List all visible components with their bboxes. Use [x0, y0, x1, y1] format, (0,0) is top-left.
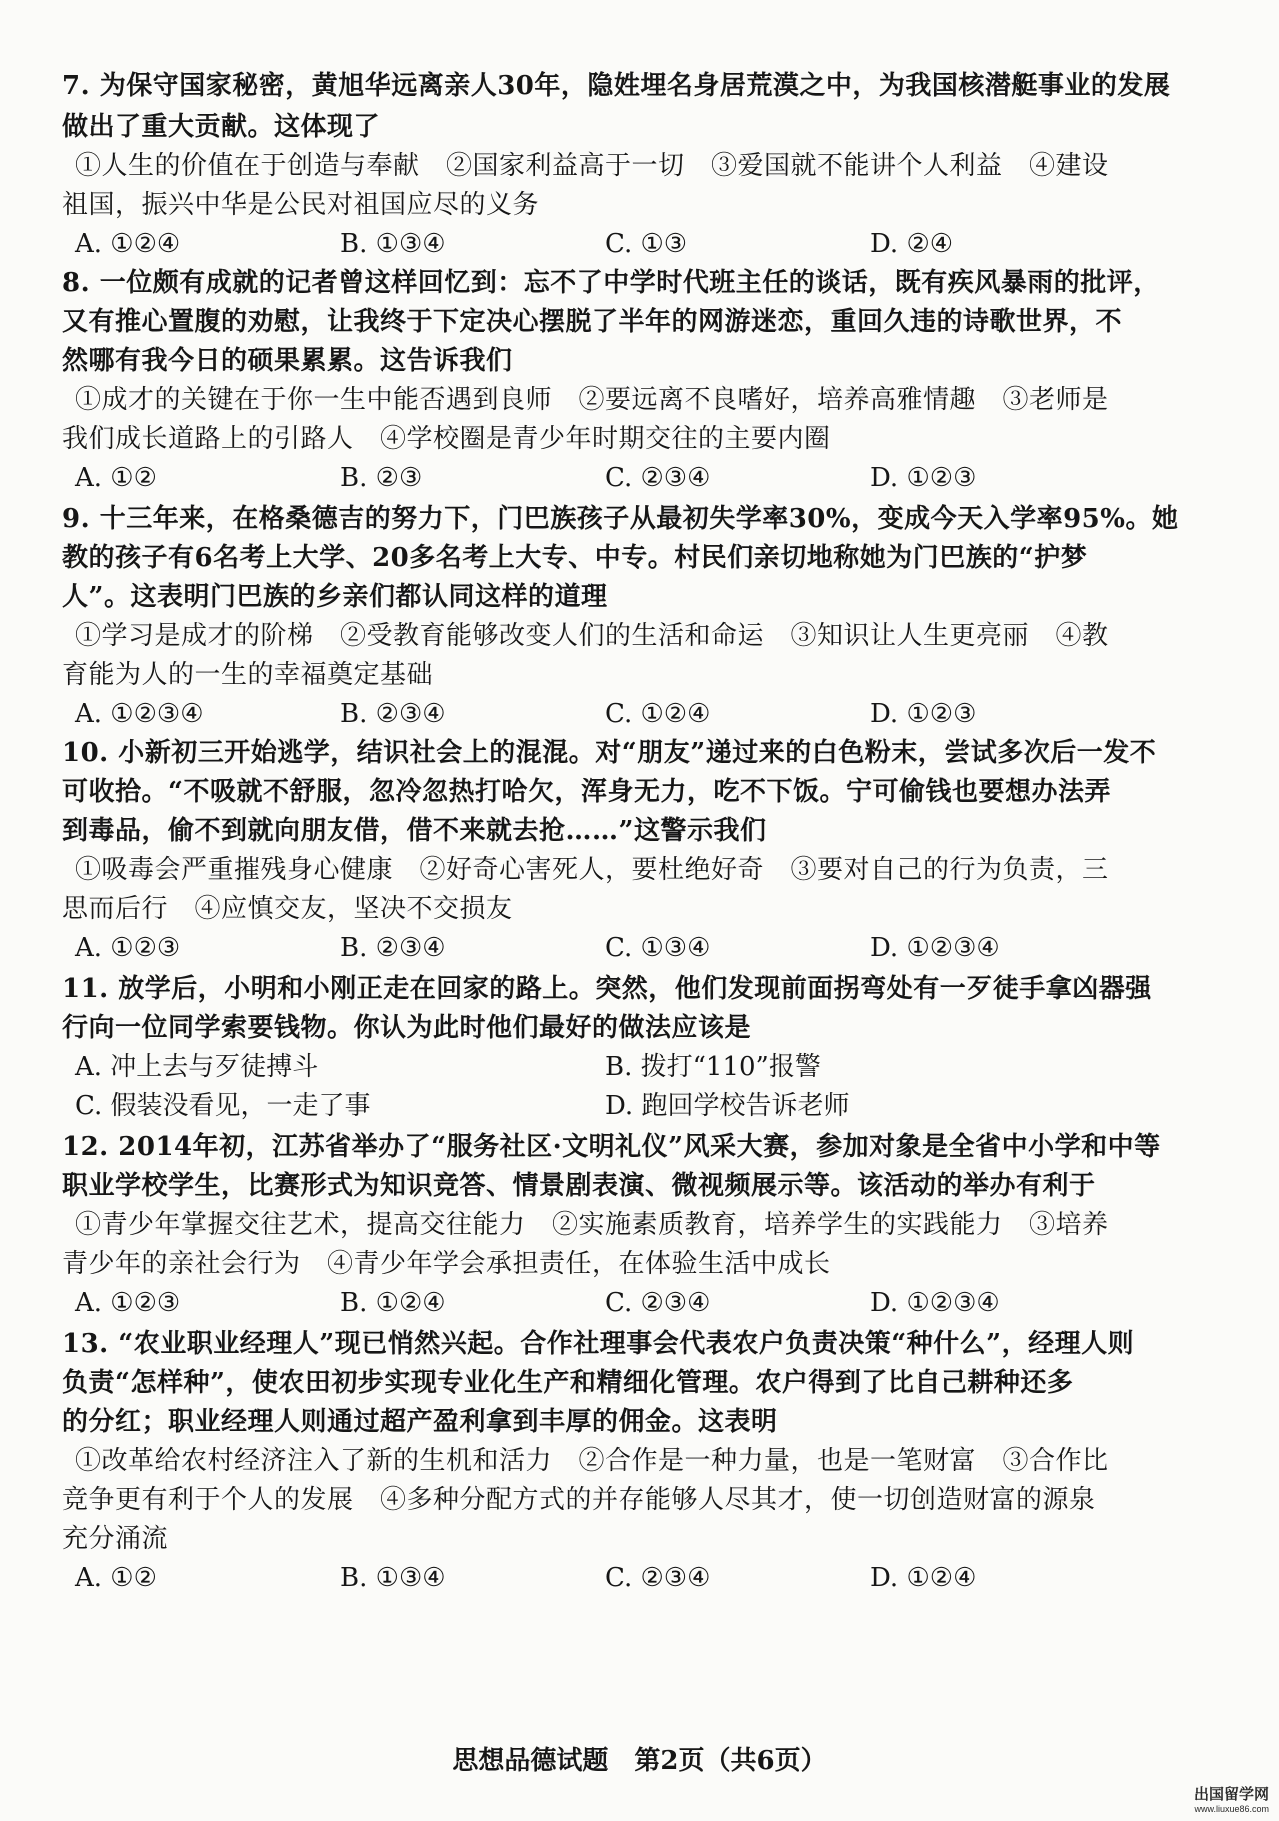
question-9-option-line-2: 育能为人的一生的幸福奠定基础: [62, 660, 434, 690]
question-12-answer-c: C. ②③④: [605, 1288, 711, 1318]
question-13-option-line-1: ①改革给农村经济注入了新的生机和活力 ②合作是一种力量，也是一笔财富 ③合作比: [75, 1446, 1109, 1476]
question-10-stem-line-3: 到毒品，偷不到就向朋友借，借不来就去抢……”这警示我们: [62, 816, 767, 846]
question-10-option-line-1: ①吸毒会严重摧残身心健康 ②好奇心害死人，要杜绝好奇 ③要对自己的行为负责，三: [75, 855, 1109, 885]
question-12-answer-d: D. ①②③④: [870, 1288, 1000, 1318]
question-9-stem-line-1: 9. 十三年来，在格桑德吉的努力下，门巴族孩子从最初失学率30%，变成今天入学率95%。她: [62, 504, 1179, 534]
question-12-stem-line-2: 职业学校学生，比赛形式为知识竞答、情景剧表演、微视频展示等。该活动的举办有利于: [62, 1171, 1096, 1201]
question-11-answer-b: B. 拨打“110”报警: [605, 1052, 821, 1082]
question-9-answer-b: B. ②③④: [340, 699, 446, 729]
question-9-stem-line-3: 人”。这表明门巴族的乡亲们都认同这样的道理: [62, 582, 608, 612]
question-10-option-line-2: 思而后行 ④应慎交友，坚决不交损友: [62, 894, 513, 924]
question-9-answer-d: D. ①②③: [870, 699, 977, 729]
question-7-answer-b: B. ①③④: [340, 229, 446, 259]
question-13-stem-line-3: 的分红；职业经理人则通过超产盈利拿到丰厚的佣金。这表明: [62, 1407, 778, 1437]
question-9-answer-c: C. ①②④: [605, 699, 711, 729]
question-9-stem-line-2: 教的孩子有6名考上大学、20多名考上大专、中专。村民们亲切地称她为门巴族的“护梦: [62, 543, 1088, 573]
question-8-option-line-1: ①成才的关键在于你一生中能否遇到良师 ②要远离不良嗜好，培养高雅情趣 ③老师是: [75, 385, 1109, 415]
question-9-option-line-1: ①学习是成才的阶梯 ②受教育能够改变人们的生活和命运 ③知识让人生更亮丽 ④教: [75, 621, 1109, 651]
watermark-title: 出国留学网: [1193, 1786, 1269, 1803]
question-13-answer-b: B. ①③④: [340, 1563, 446, 1593]
question-7-option-line-1: ①人生的价值在于创造与奉献 ②国家利益高于一切 ③爱国就不能讲个人利益 ④建设: [75, 151, 1109, 181]
question-11-answer-d: D. 跑回学校告诉老师: [605, 1091, 850, 1121]
question-13-answer-a: A. ①②: [75, 1563, 157, 1593]
question-13-stem-line-2: 负责“怎样种”，使农田初步实现专业化生产和精细化管理。农户得到了比自己耕种还多: [62, 1368, 1074, 1398]
question-11-stem-line-2: 行向一位同学索要钱物。你认为此时他们最好的做法应该是: [62, 1013, 752, 1043]
site-watermark: [1159, 1786, 1269, 1815]
question-12-answer-b: B. ①②④: [340, 1288, 446, 1318]
question-7-stem-line-2: 做出了重大贡献。这体现了: [62, 112, 381, 142]
question-10-stem-line-2: 可收拾。“不吸就不舒服，忽冷忽热打哈欠，浑身无力，吃不下饭。宁可偷钱也要想办法弄: [62, 777, 1111, 807]
question-8-stem-line-3: 然哪有我今日的硕果累累。这告诉我们: [62, 346, 513, 376]
question-8-answer-a: A. ①②: [75, 463, 157, 493]
question-13-option-line-2: 竞争更有利于个人的发展 ④多种分配方式的并存能够人尽其才，使一切创造财富的源泉: [62, 1485, 1096, 1515]
question-7-answer-d: D. ②④: [870, 229, 954, 259]
question-7-stem-line-1: 7. 为保守国家秘密，黄旭华远离亲人30年，隐姓埋名身居荒漠之中，为我国核潜艇事业的发展: [62, 71, 1171, 101]
question-7-answer-a: A. ①②④: [75, 229, 181, 259]
question-8-answer-d: D. ①②③: [870, 463, 977, 493]
question-13-answer-d: D. ①②④: [870, 1563, 977, 1593]
question-7-answer-c: C. ①③: [605, 229, 688, 259]
question-12-option-line-2: 青少年的亲社会行为 ④青少年学会承担责任，在体验生活中成长: [62, 1249, 831, 1279]
question-10-answer-a: A. ①②③: [75, 933, 181, 963]
question-12-option-line-1: ①青少年掌握交往艺术，提高交往能力 ②实施素质教育，培养学生的实践能力 ③培养: [75, 1210, 1109, 1240]
question-10-stem-line-1: 10. 小新初三开始逃学，结识社会上的混混。对“朋友”递过来的白色粉末，尝试多次后一发不: [62, 738, 1157, 768]
question-7-option-line-2: 祖国，振兴中华是公民对祖国应尽的义务: [62, 190, 540, 220]
question-8-option-line-2: 我们成长道路上的引路人 ④学校圈是青少年时期交往的主要内圈: [62, 424, 831, 454]
question-8-answer-b: B. ②③: [340, 463, 423, 493]
question-13-option-line-3: 充分涌流: [62, 1524, 169, 1554]
page-footer: 思想品德试题 第2页（共6页）: [452, 1746, 827, 1776]
question-10-answer-b: B. ②③④: [340, 933, 446, 963]
question-11-stem-line-1: 11. 放学后，小明和小刚正走在回家的路上。突然，他们发现前面拐弯处有一歹徒手拿凶器强: [62, 974, 1152, 1004]
question-11-answer-c: C. 假装没看见，一走了事: [75, 1091, 371, 1121]
question-8-stem-line-1: 8. 一位颇有成就的记者曾这样回忆到：忘不了中学时代班主任的谈话，既有疾风暴雨的批评，: [62, 268, 1160, 298]
question-12-answer-a: A. ①②③: [75, 1288, 181, 1318]
question-13-answer-c: C. ②③④: [605, 1563, 711, 1593]
question-12-stem-line-1: 12. 2014年初，江苏省举办了“服务社区·文明礼仪”风采大赛，参加对象是全省中小学和中等: [62, 1132, 1161, 1162]
question-8-answer-c: C. ②③④: [605, 463, 711, 493]
question-8-stem-line-2: 又有推心置腹的劝慰，让我终于下定决心摆脱了半年的网游迷恋，重回久违的诗歌世界，不: [62, 307, 1123, 337]
question-10-answer-c: C. ①③④: [605, 933, 711, 963]
question-9-answer-a: A. ①②③④: [75, 699, 204, 729]
watermark-url: www.liuxue86.com: [1194, 1804, 1269, 1814]
question-10-answer-d: D. ①②③④: [870, 933, 1000, 963]
question-11-answer-a: A. 冲上去与歹徒搏斗: [75, 1052, 319, 1082]
question-13-stem-line-1: 13. “农业职业经理人”现已悄然兴起。合作社理事会代表农户负责决策“种什么”，经理人则: [62, 1329, 1135, 1359]
